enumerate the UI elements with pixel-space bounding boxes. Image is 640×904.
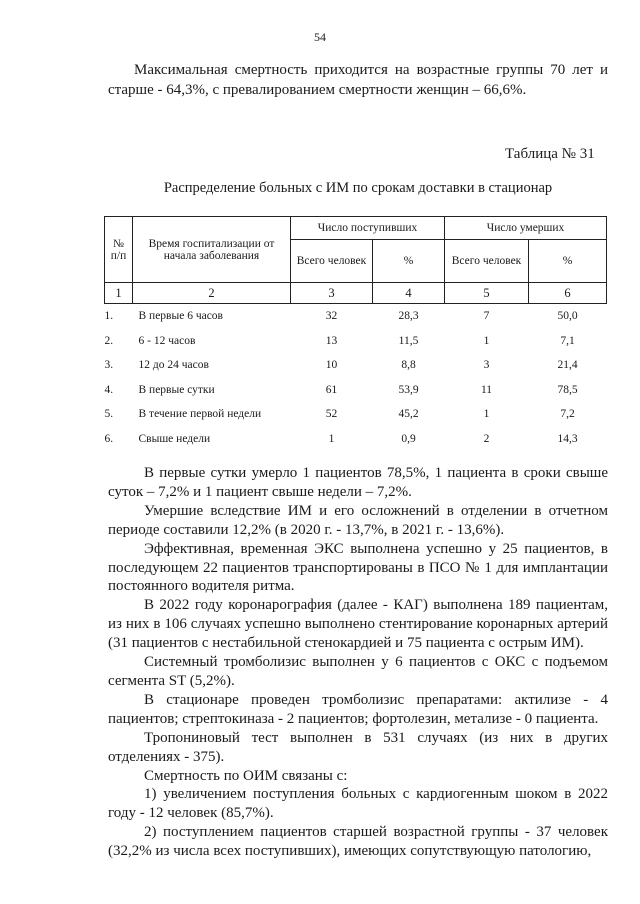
row-admitted-percent: 53,9 [398, 383, 419, 396]
row-time: В первые 6 часов [138, 310, 223, 323]
header-admitted-percent: % [373, 240, 445, 283]
row-number: 3. [104, 359, 114, 372]
paragraph-mortality-causes: Смертность по ОИМ связаны с: [144, 767, 348, 784]
row-died-percent: 50,0 [557, 310, 578, 323]
paragraph-mortality-rate: Умершие вследствие ИМ и его осложнений в отделении в отчетном периоде составили 12,2% (в 2020 г. - 13,7%, в 2021 г. - 13,6%). [108, 502, 608, 538]
column-number: 1 [105, 283, 133, 304]
row-admitted-total: 52 [325, 408, 338, 421]
row-time: Свыше недели [138, 432, 211, 445]
row-admitted-percent: 11,5 [398, 334, 419, 347]
row-number: 6. [104, 432, 114, 445]
paragraph-cause-2: 2) поступлением пациентов старшей возрастной группы - 37 человек (32,2% из числа всех поступивших), имеющих сопутствующую патологию, [108, 824, 608, 860]
column-number: 3 [291, 283, 373, 304]
row-died-percent: 78,5 [557, 383, 578, 396]
row-number: 1. [104, 310, 114, 323]
delivery-time-table [104, 216, 607, 451]
column-number: 2 [133, 283, 291, 304]
paragraph-troponin-test: Тропониновый тест выполнен в 531 случаях (из них в других отделениях - 375). [108, 729, 608, 765]
header-died: Число умерших [445, 217, 607, 240]
table-row [105, 427, 607, 452]
row-number: 4. [104, 383, 114, 396]
row-died-total: 1 [483, 334, 490, 347]
row-admitted-total: 61 [325, 383, 338, 396]
paragraph-systemic-thrombolysis: Системный тромболизис выполнен у 6 пациентов с ОКС с подъемом сегмента ST (5,2%). [108, 654, 608, 689]
table-row [105, 329, 607, 354]
row-died-percent: 7,2 [560, 408, 575, 421]
paragraph-thrombolysis-drugs: В стационаре проведен тромболизис препаратами: актилизе - 4 пациентов; стрептокиназа - 2 пациентов; фортолезин, метализе - 0 пациента. [108, 691, 608, 727]
header-died-percent: % [529, 240, 607, 283]
page-number: 54 [314, 30, 326, 44]
row-died-total: 11 [480, 383, 493, 396]
column-number: 4 [373, 283, 445, 304]
column-number: 5 [445, 283, 529, 304]
row-admitted-percent: 28,3 [398, 310, 419, 323]
column-number: 6 [529, 283, 607, 304]
row-died-total: 2 [483, 432, 490, 445]
table-row [105, 402, 607, 427]
row-died-percent: 21,4 [557, 359, 578, 372]
header-num: № п/п [105, 217, 133, 283]
row-died-percent: 7,1 [560, 334, 575, 347]
row-died-total: 3 [483, 359, 490, 372]
paragraph-cause-1: 1) увеличением поступления больных с кардиогенным шоком в 2022 году - 12 человек (85,7%). [108, 786, 608, 822]
header-admitted: Число поступивших [291, 217, 445, 240]
paragraph-pacing: Эффективная, временная ЭКС выполнена успешно у 25 пациентов, в последующем 22 пациентов транспортированы в ПСО № 1 для имплантации постоянного водителя ритма. [108, 540, 608, 595]
row-admitted-total: 32 [325, 310, 338, 323]
row-time: В первые сутки [138, 383, 215, 396]
table-title: Распределение больных с ИМ по срокам доставки в стационар [163, 180, 553, 196]
row-number: 5. [104, 408, 114, 421]
header-admitted-total: Всего человек [291, 240, 373, 283]
row-died-total: 1 [483, 408, 490, 421]
row-died-percent: 14,3 [557, 432, 578, 445]
row-admitted-percent: 8,8 [401, 359, 416, 372]
table-label: Таблица № 31 [505, 146, 595, 162]
row-number: 2. [104, 334, 114, 347]
row-time: 6 - 12 часов [138, 334, 196, 347]
row-admitted-total: 10 [325, 359, 338, 372]
table-row [105, 304, 607, 329]
body-text [108, 464, 608, 861]
table-row [105, 353, 607, 378]
row-admitted-percent: 45,2 [398, 408, 419, 421]
header-died-total: Всего человек [445, 240, 529, 283]
row-died-total: 7 [483, 310, 490, 323]
header-time: Время госпитализации от начала заболевания [133, 217, 291, 283]
row-admitted-total: 1 [328, 432, 335, 445]
row-time: В течение первой недели [138, 408, 262, 421]
table-row [105, 378, 607, 403]
intro-paragraph: Максимальная смертность приходится на возрастные группы 70 лет и старше - 64,3%, с превалированием смертности женщин – 66,6%. [108, 62, 608, 98]
row-admitted-percent: 0,9 [401, 432, 416, 445]
paragraph-first-day-deaths: В первые сутки умерло 1 пациентов 78,5%, 1 пациента в сроки свыше суток – 7,2% и 1 пациент свыше недели – 7,2%. [108, 465, 608, 500]
row-time: 12 до 24 часов [138, 359, 209, 372]
row-admitted-total: 13 [325, 334, 338, 347]
paragraph-coronarography: В 2022 году коронарография (далее - КАГ) выполнена 189 пациентам, из них в 106 случаях успешно выполнено стентирование коронарных артерий (31 пациентов с нестабильной стенокардией и 75 пациента с острым ИМ). [108, 597, 608, 652]
